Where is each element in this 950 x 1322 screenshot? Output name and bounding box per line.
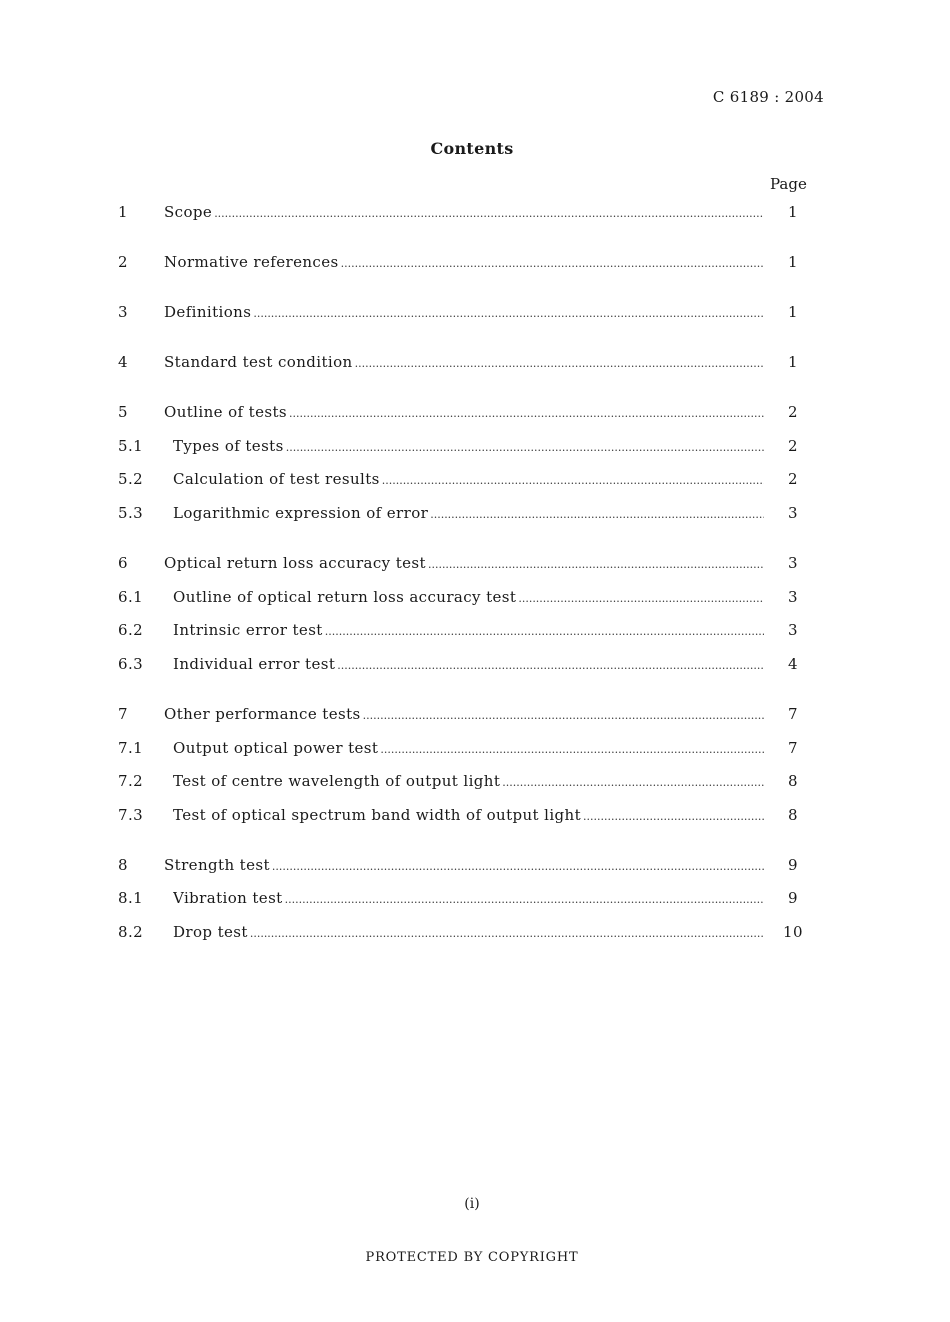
toc-entry-title: Optical return loss accuracy test bbox=[164, 554, 426, 572]
toc-entry-page: 3 bbox=[788, 504, 798, 522]
toc-entry-number: 8.1 bbox=[118, 889, 144, 907]
toc-entry-number: 7.2 bbox=[118, 772, 144, 790]
toc-entry[interactable] bbox=[118, 303, 808, 325]
toc-entry[interactable] bbox=[118, 470, 808, 492]
toc-entry-number: 8 bbox=[118, 856, 128, 874]
toc-entry[interactable] bbox=[118, 739, 808, 761]
toc-entry-title: Standard test condition bbox=[164, 353, 353, 371]
dot-leader bbox=[214, 203, 764, 225]
toc-entry-title: Strength test bbox=[164, 856, 270, 874]
toc-entry-page: 3 bbox=[788, 621, 798, 639]
toc-entry[interactable] bbox=[118, 806, 808, 828]
dot-leader bbox=[583, 806, 764, 828]
toc-entry[interactable] bbox=[118, 655, 808, 677]
toc-entry-page: 3 bbox=[788, 588, 798, 606]
toc-entry[interactable] bbox=[118, 621, 808, 643]
toc-entry-title: Intrinsic error test bbox=[173, 621, 323, 639]
copyright-notice: PROTECTED BY COPYRIGHT bbox=[365, 1250, 579, 1265]
page-column-heading: Page bbox=[770, 175, 807, 193]
toc-entry-page: 2 bbox=[788, 403, 798, 421]
dot-leader bbox=[341, 253, 764, 275]
dot-leader bbox=[430, 504, 764, 526]
toc-entry-number: 4 bbox=[118, 353, 128, 371]
toc-entry-number: 3 bbox=[118, 303, 128, 321]
toc-entry-page: 3 bbox=[788, 554, 798, 572]
toc-entry-title: Other performance tests bbox=[164, 705, 361, 723]
toc-entry-page: 2 bbox=[788, 470, 798, 488]
toc-entry-title: Test of optical spectrum band width of output light bbox=[173, 806, 582, 824]
toc-entry-title: Logarithmic expression of error bbox=[173, 504, 429, 522]
dot-leader bbox=[337, 655, 764, 677]
page-number: (i) bbox=[464, 1196, 480, 1212]
toc-entry-title: Outline of optical return loss accuracy test bbox=[173, 588, 517, 606]
toc-entry[interactable] bbox=[118, 772, 808, 794]
toc-entry-page: 9 bbox=[788, 889, 798, 907]
dot-leader bbox=[325, 621, 764, 643]
toc-entry-title: Drop test bbox=[173, 923, 248, 941]
toc-entry[interactable] bbox=[118, 353, 808, 375]
toc-entry-title: Normative references bbox=[164, 253, 339, 271]
toc-entry-page: 4 bbox=[788, 655, 798, 673]
dot-leader bbox=[253, 303, 764, 325]
toc-entry-page: 7 bbox=[788, 705, 798, 723]
dot-leader bbox=[518, 588, 764, 610]
toc-entry-number: 6.1 bbox=[118, 588, 144, 606]
toc-entry-title: Test of centre wavelength of output light bbox=[173, 772, 501, 790]
toc-entry-number: 5 bbox=[118, 403, 128, 421]
toc-entry-number: 5.2 bbox=[118, 470, 144, 488]
toc-entry-page: 10 bbox=[783, 923, 803, 941]
toc-entry[interactable] bbox=[118, 203, 808, 225]
dot-leader bbox=[380, 739, 764, 761]
dot-leader bbox=[502, 772, 764, 794]
toc-entry-page: 1 bbox=[788, 253, 798, 271]
toc-entry[interactable] bbox=[118, 253, 808, 275]
toc-entry-number: 2 bbox=[118, 253, 128, 271]
toc-entry-page: 8 bbox=[788, 806, 798, 824]
toc-entry[interactable] bbox=[118, 889, 808, 911]
toc-entry-title: Individual error test bbox=[173, 655, 336, 673]
toc-entry-title: Calculation of test results bbox=[173, 470, 380, 488]
toc-entry-page: 9 bbox=[788, 856, 798, 874]
toc-entry-number: 6 bbox=[118, 554, 128, 572]
toc-entry-page: 1 bbox=[788, 303, 798, 321]
toc-entry[interactable] bbox=[118, 437, 808, 459]
toc-entry[interactable] bbox=[118, 923, 808, 945]
toc-entry-page: 1 bbox=[788, 203, 798, 221]
toc-entry-title: Definitions bbox=[164, 303, 252, 321]
toc-entry[interactable] bbox=[118, 856, 808, 878]
page-title: Contents bbox=[430, 139, 514, 158]
dot-leader bbox=[289, 403, 764, 425]
toc-entry[interactable] bbox=[118, 504, 808, 526]
dot-leader bbox=[250, 923, 764, 945]
toc-entry-title: Types of tests bbox=[173, 437, 284, 455]
toc-entry-title: Output optical power test bbox=[173, 739, 379, 757]
toc-entry[interactable] bbox=[118, 554, 808, 576]
toc-entry-number: 1 bbox=[118, 203, 128, 221]
toc-entry-title: Vibration test bbox=[173, 889, 283, 907]
toc-entry-number: 7.1 bbox=[118, 739, 144, 757]
toc-entry-page: 2 bbox=[788, 437, 798, 455]
toc-entry-number: 5.3 bbox=[118, 504, 144, 522]
toc-entry-title: Scope bbox=[164, 203, 213, 221]
toc-entry-number: 6.2 bbox=[118, 621, 144, 639]
toc-entry[interactable] bbox=[118, 403, 808, 425]
toc-entry-page: 7 bbox=[788, 739, 798, 757]
toc-entry-number: 8.2 bbox=[118, 923, 144, 941]
toc-entry-number: 7 bbox=[118, 705, 128, 723]
dot-leader bbox=[382, 470, 764, 492]
toc-entry-number: 5.1 bbox=[118, 437, 144, 455]
dot-leader bbox=[285, 889, 764, 911]
toc-entry-title: Outline of tests bbox=[164, 403, 287, 421]
toc-entry-number: 7.3 bbox=[118, 806, 144, 824]
toc-entry[interactable] bbox=[118, 588, 808, 610]
dot-leader bbox=[428, 554, 764, 576]
document-code: C 6189 : 2004 bbox=[712, 88, 824, 106]
dot-leader bbox=[286, 437, 764, 459]
toc-entry-number: 6.3 bbox=[118, 655, 144, 673]
dot-leader bbox=[355, 353, 764, 375]
toc-entry[interactable] bbox=[118, 705, 808, 727]
dot-leader bbox=[272, 856, 764, 878]
toc-entry-page: 8 bbox=[788, 772, 798, 790]
toc-entry-page: 1 bbox=[788, 353, 798, 371]
dot-leader bbox=[363, 705, 764, 727]
